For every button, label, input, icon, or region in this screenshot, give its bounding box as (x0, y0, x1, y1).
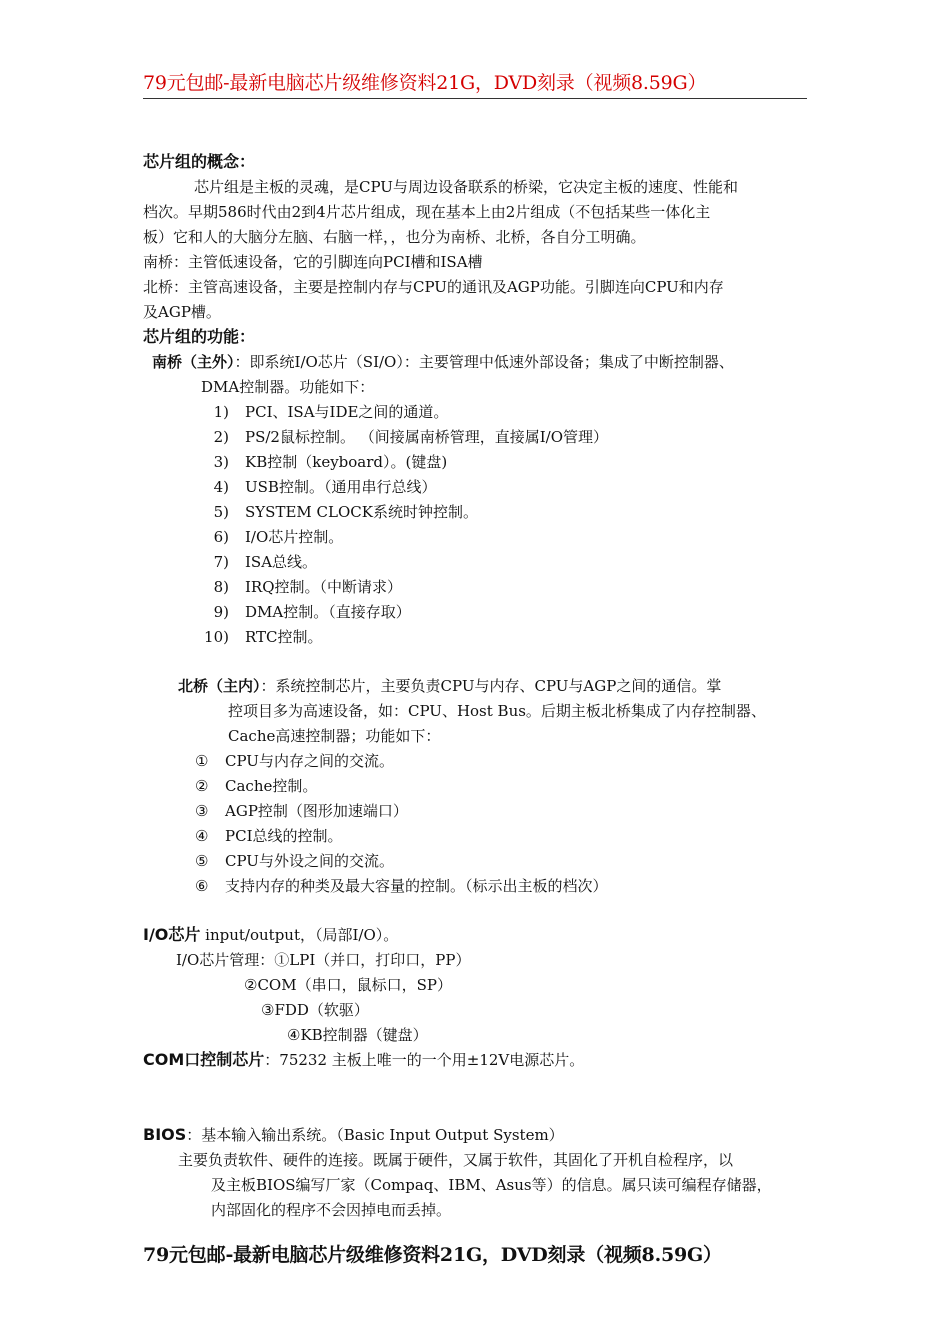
north-bridge-line-1 (178, 676, 721, 696)
bios-label: BIOS (143, 1125, 187, 1144)
south-list-item (201, 502, 478, 522)
north-list-item (195, 826, 343, 846)
south-list-item (201, 402, 448, 422)
com-chip-desc: ：75232 主板上唯一的一个用±12V电源芯片。 (264, 1051, 585, 1069)
south-list-item (201, 527, 343, 547)
list-number: 10) (204, 628, 229, 646)
south-list-item (201, 627, 323, 647)
list-text: PCI总线的控制。 (225, 827, 343, 845)
south-list-item (201, 602, 411, 622)
com-chip-label: COM口控制芯片 (143, 1050, 265, 1069)
list-number: 9) (213, 603, 229, 621)
io-chip-desc: input/output，（局部I/O）。 (200, 926, 399, 944)
io-manage-line-4: ④KB控制器（键盘） (287, 1026, 428, 1044)
io-chip-heading (143, 925, 398, 945)
bios-line-1: 主要负责软件、硬件的连接。既属于硬件，又属于软件，其固化了开机自检程序，以 (178, 1151, 734, 1169)
concept-para-line-3: 板）它和人的大脑分左脑、右脑一样，，也分为南桥、北桥，各自分工明确。 (143, 228, 646, 246)
list-number: ⑤ (195, 852, 209, 870)
page-footer: 79元包邮-最新电脑芯片级维修资料21G，DVD刻录（视频8.59G） (143, 1244, 722, 1266)
list-text: I/O芯片控制。 (245, 528, 344, 546)
concept-south: 南桥：主管低速设备，它的引脚连向PCI槽和ISA槽 (143, 253, 483, 271)
list-text: AGP控制（图形加速端口） (225, 802, 408, 820)
concept-north-line-2: 及AGP槽。 (143, 303, 221, 321)
function-title: 芯片组的功能： (143, 327, 256, 346)
list-text: ISA总线。 (245, 553, 318, 571)
north-list-item (195, 851, 394, 871)
list-text: PS/2鼠标控制。 （间接属南桥管理，直接属I/O管理） (245, 428, 609, 446)
concept-para-line-2: 档次。早期586时代由2到4片芯片组成，现在基本上由2片组成（不包括某些一体化主 (143, 203, 711, 221)
south-bridge-label: 南桥（主外） (152, 353, 235, 371)
bios-line-3: 内部固化的程序不会因掉电而丢掉。 (211, 1201, 452, 1219)
list-text: Cache控制。 (225, 777, 318, 795)
list-text: CPU与外设之间的交流。 (225, 852, 394, 870)
north-bridge-line-2: 控项目多为高速设备，如：CPU、Host Bus。后期主板北桥集成了内存控制器、 (228, 702, 766, 720)
io-manage-line-2: ②COM（串口，鼠标口，SP） (244, 976, 452, 994)
south-bridge-line-2: DMA控制器。功能如下： (201, 378, 375, 396)
io-chip-label: I/O芯片 (143, 925, 201, 944)
south-list-item (201, 477, 436, 497)
north-bridge-desc: ：系统控制芯片，主要负责CPU与内存、CPU与AGP之间的通信。掌 (260, 677, 722, 695)
list-number: 4) (213, 478, 229, 496)
south-bridge-line-1 (152, 352, 734, 372)
list-number: ④ (195, 827, 209, 845)
list-text: RTC控制。 (245, 628, 323, 646)
list-text: USB控制。（通用串行总线） (245, 478, 437, 496)
south-list-item (201, 452, 447, 472)
north-list-item (195, 751, 394, 771)
concept-title: 芯片组的概念： (143, 152, 256, 171)
list-number: ② (195, 777, 209, 795)
south-bridge-desc: ：即系统I/O芯片（SI/O）：主要管理中低速外部设备；集成了中断控制器、 (234, 353, 734, 371)
list-text: DMA控制。（直接存取） (245, 603, 411, 621)
north-bridge-line-3: Cache高速控制器；功能如下： (228, 727, 441, 745)
list-text: CPU与内存之间的交流。 (225, 752, 394, 770)
list-text: 支持内存的种类及最大容量的控制。（标示出主板的档次） (225, 877, 608, 895)
north-bridge-label: 北桥（主内） (178, 677, 261, 695)
south-list-item (201, 427, 608, 447)
io-manage-line-1: I/O芯片管理：①LPI（并口，打印口，PP） (176, 951, 471, 969)
concept-north-line-1: 北桥：主管高速设备，主要是控制内存与CPU的通讯及AGP功能。引脚连向CPU和内存 (143, 278, 724, 296)
south-list-item (201, 577, 402, 597)
list-number: 5) (213, 503, 229, 521)
list-text: KB控制（keyboard）。(键盘) (245, 453, 448, 471)
list-number: ① (195, 752, 209, 770)
north-list-item (195, 876, 608, 896)
page-header: 79元包邮-最新电脑芯片级维修资料21G，DVD刻录（视频8.59G） (143, 68, 807, 99)
list-text: SYSTEM CLOCK系统时钟控制。 (245, 503, 478, 521)
bios-heading (143, 1125, 564, 1145)
list-number: 1) (213, 403, 229, 421)
south-list-item (201, 552, 317, 572)
com-chip-line (143, 1050, 584, 1070)
concept-para-line-1: 芯片组是主板的灵魂，是CPU与周边设备联系的桥梁，它决定主板的速度、性能和 (194, 178, 738, 196)
list-number: ③ (195, 802, 209, 820)
north-list-item (195, 801, 408, 821)
list-number: 2) (213, 428, 229, 446)
list-text: IRQ控制。（中断请求） (245, 578, 403, 596)
bios-desc: ：基本输入输出系统。（Basic Input Output System） (186, 1126, 564, 1144)
north-list-item (195, 776, 317, 796)
bios-line-2: 及主板BIOS编写厂家（Compaq、IBM、Asus等）的信息。属只读可编程存储器， (211, 1176, 772, 1194)
list-number: ⑥ (195, 877, 209, 895)
list-number: 7) (213, 553, 229, 571)
list-number: 6) (213, 528, 229, 546)
list-number: 3) (213, 453, 229, 471)
list-text: PCI、ISA与IDE之间的通道。 (245, 403, 449, 421)
io-manage-line-3: ③FDD（软驱） (261, 1001, 369, 1019)
list-number: 8) (213, 578, 229, 596)
